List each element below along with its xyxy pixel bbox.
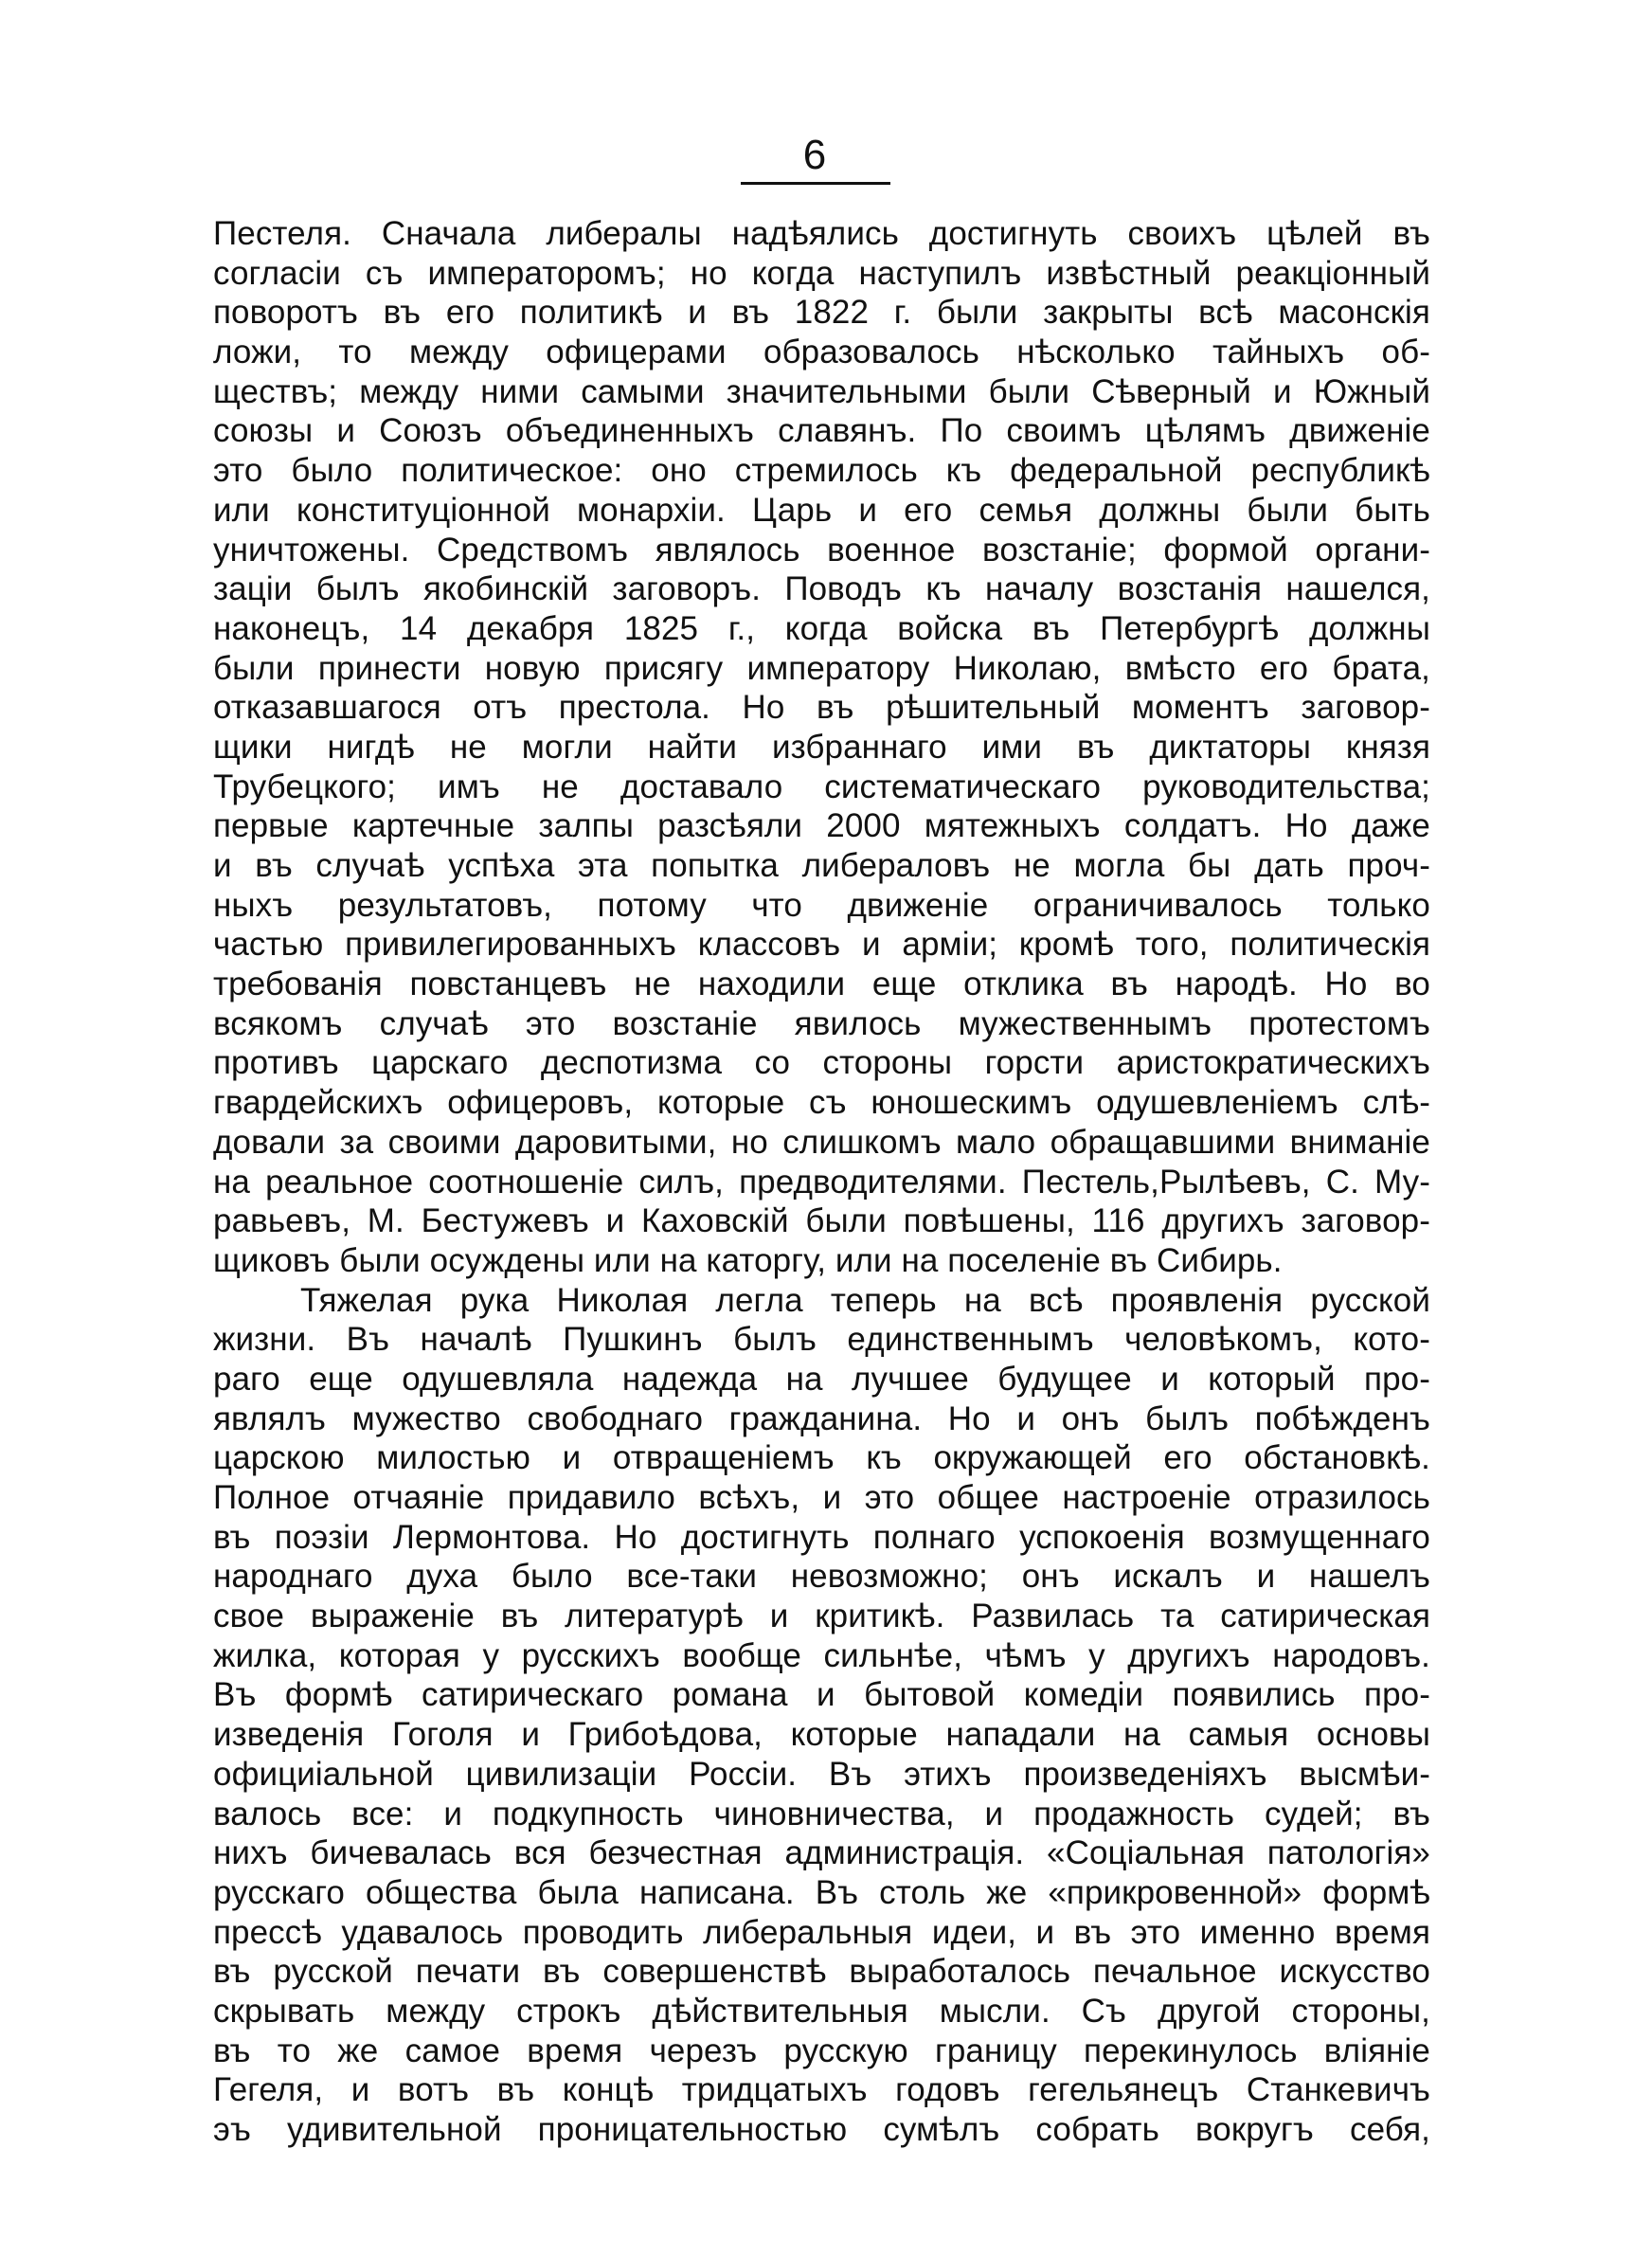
text-line: на реальное соотношеніе силъ, предводителями. Пестель,Рылѣевъ, С. Му- xyxy=(213,1163,1430,1201)
text-line: первые картечные залпы разсѣяли 2000 мятежныхъ солдатъ. Но даже xyxy=(213,807,1430,845)
text-line: ложи, то между офицерами образовалось нѣсколько тайныхъ об- xyxy=(213,334,1430,371)
text-line: жизни. Въ началѣ Пушкинъ былъ единственнымъ человѣкомъ, кото- xyxy=(213,1321,1430,1359)
text-line: народнаго духа было все-таки невозможно; онъ искалъ и нашелъ xyxy=(213,1558,1430,1596)
text-line: гвардейскихъ офицеровъ, которые съ юношескимъ одушевленіемъ слѣ- xyxy=(213,1084,1430,1122)
text-line: Тяжелая рука Николая легла теперь на всѣ проявленія русской xyxy=(300,1281,1430,1319)
page-number-rule xyxy=(741,182,890,185)
text-line: противъ царскаго деспотизма со стороны горсти аристократическихъ xyxy=(213,1044,1430,1082)
text-line: раго еще одушевляла надежда на лучшее будущее и который про- xyxy=(213,1360,1430,1398)
text-line: поворотъ въ его политикѣ и въ 1822 г. были закрыты всѣ масонскія xyxy=(213,294,1430,332)
body-text xyxy=(213,214,1430,2150)
text-line: скрывать между строкъ дѣйствительныя мысли. Съ другой стороны, xyxy=(213,1992,1430,2030)
text-line: согласіи съ императоромъ; но когда наступилъ извѣстный реакціонный xyxy=(213,254,1430,292)
text-line: заціи былъ якобинскій заговоръ. Поводъ къ началу возстанія нашелся, xyxy=(213,570,1430,608)
text-line: щики нигдѣ не могли найти избраннаго ими въ диктаторы князя xyxy=(213,728,1430,766)
text-line: официіальной цивилизаціи Россіи. Въ этихъ произведеніяхъ высмѣи- xyxy=(213,1755,1430,1793)
text-line: нихъ бичевалась вся безчестная администрація. «Соціальная патологія» xyxy=(213,1834,1430,1872)
text-line: равьевъ, М. Бестужевъ и Каховскій были повѣшены, 116 другихъ заговор- xyxy=(213,1202,1430,1240)
text-line: и въ случаѣ успѣха эта попытка либераловъ не могла бы дать проч- xyxy=(213,847,1430,884)
text-line: валось все: и подкупность чиновничества, и продажность судей; въ xyxy=(213,1795,1430,1833)
text-line: это было политическое: оно стремилось къ федеральной республикѣ xyxy=(213,452,1430,490)
text-line: союзы и Союзъ объединенныхъ славянъ. По своимъ цѣлямъ движеніе xyxy=(213,412,1430,450)
text-line: свое выраженіе въ литературѣ и критикѣ. Развилась та сатирическая xyxy=(213,1598,1430,1635)
text-line: или конституціонной монархіи. Царь и его семья должны были быть xyxy=(213,491,1430,529)
text-line: Пестеля. Сначала либералы надѣялись достигнуть своихъ цѣлей въ xyxy=(213,215,1430,252)
text-line: въ русской печати въ совершенствѣ выработалось печальное искусство xyxy=(213,1953,1430,1991)
text-line: всякомъ случаѣ это возстаніе явилось мужественнымъ протестомъ xyxy=(213,1004,1430,1042)
text-line: жилка, которая у русскихъ вообще сильнѣе, чѣмъ у другихъ народовъ. xyxy=(213,1636,1430,1674)
text-line: въ то же самое время черезъ русскую границу перекинулось вліяніе xyxy=(213,2031,1430,2069)
text-line: уничтожены. Средствомъ являлось военное возстаніе; формой органи- xyxy=(213,531,1430,569)
text-line: отказавшагося отъ престола. Но въ рѣшительный моментъ заговор- xyxy=(213,689,1430,727)
text-line: Гегеля, и вотъ въ концѣ тридцатыхъ годовъ гегельянецъ Станкевичъ xyxy=(213,2071,1430,2109)
text-line: ществъ; между ними самыми значительными были Сѣверный и Южный xyxy=(213,372,1430,410)
text-line: Полное отчаяніе придавило всѣхъ, и это общее настроеніе отразилось xyxy=(213,1479,1430,1516)
text-line: являлъ мужество свободнаго гражданина. Но и онъ былъ побѣжденъ xyxy=(213,1399,1430,1437)
page-number: 6 xyxy=(802,132,827,178)
text-line: ныхъ результатовъ, потому что движеніе ограничивалось только xyxy=(213,886,1430,924)
text-line: въ поэзіи Лермонтова. Но достигнуть полнаго успокоенія возмущеннаго xyxy=(213,1518,1430,1556)
text-line: довали за своими даровитыми, но слишкомъ мало обращавшими вниманіе xyxy=(213,1123,1430,1161)
text-line: царскою милостью и отвращеніемъ къ окружающей его обстановкѣ. xyxy=(213,1439,1430,1477)
text-line: частью привилегированныхъ классовъ и арміи; кромѣ того, политическія xyxy=(213,926,1430,964)
text-line: эъ удивительной проницательностью сумѣлъ собрать вокругъ себя, xyxy=(213,2111,1430,2148)
text-line: Въ формѣ сатирическаго романа и бытовой комедіи появились про- xyxy=(213,1676,1430,1714)
text-line: наконецъ, 14 декабря 1825 г., когда войска въ Петербургѣ должны xyxy=(213,609,1430,647)
text-line: щиковъ были осуждены или на каторгу, или на поселеніе въ Сибирь. xyxy=(213,1241,1283,1279)
text-line: Трубецкого; имъ не доставало систематическаго руководительства; xyxy=(213,767,1430,805)
text-line: были принести новую присягу императору Николаю, вмѣсто его брата, xyxy=(213,649,1430,687)
text-line: требованія повстанцевъ не находили еще отклика въ народѣ. Но во xyxy=(213,966,1430,1003)
text-line: русскаго общества была написана. Въ столь же «прикровенной» формѣ xyxy=(213,1873,1430,1911)
text-line: прессѣ удавалось проводить либеральныя идеи, и въ это именно время xyxy=(213,1913,1430,1951)
text-line: изведенія Гоголя и Грибоѣдова, которые нападали на самыя основы xyxy=(213,1716,1430,1754)
